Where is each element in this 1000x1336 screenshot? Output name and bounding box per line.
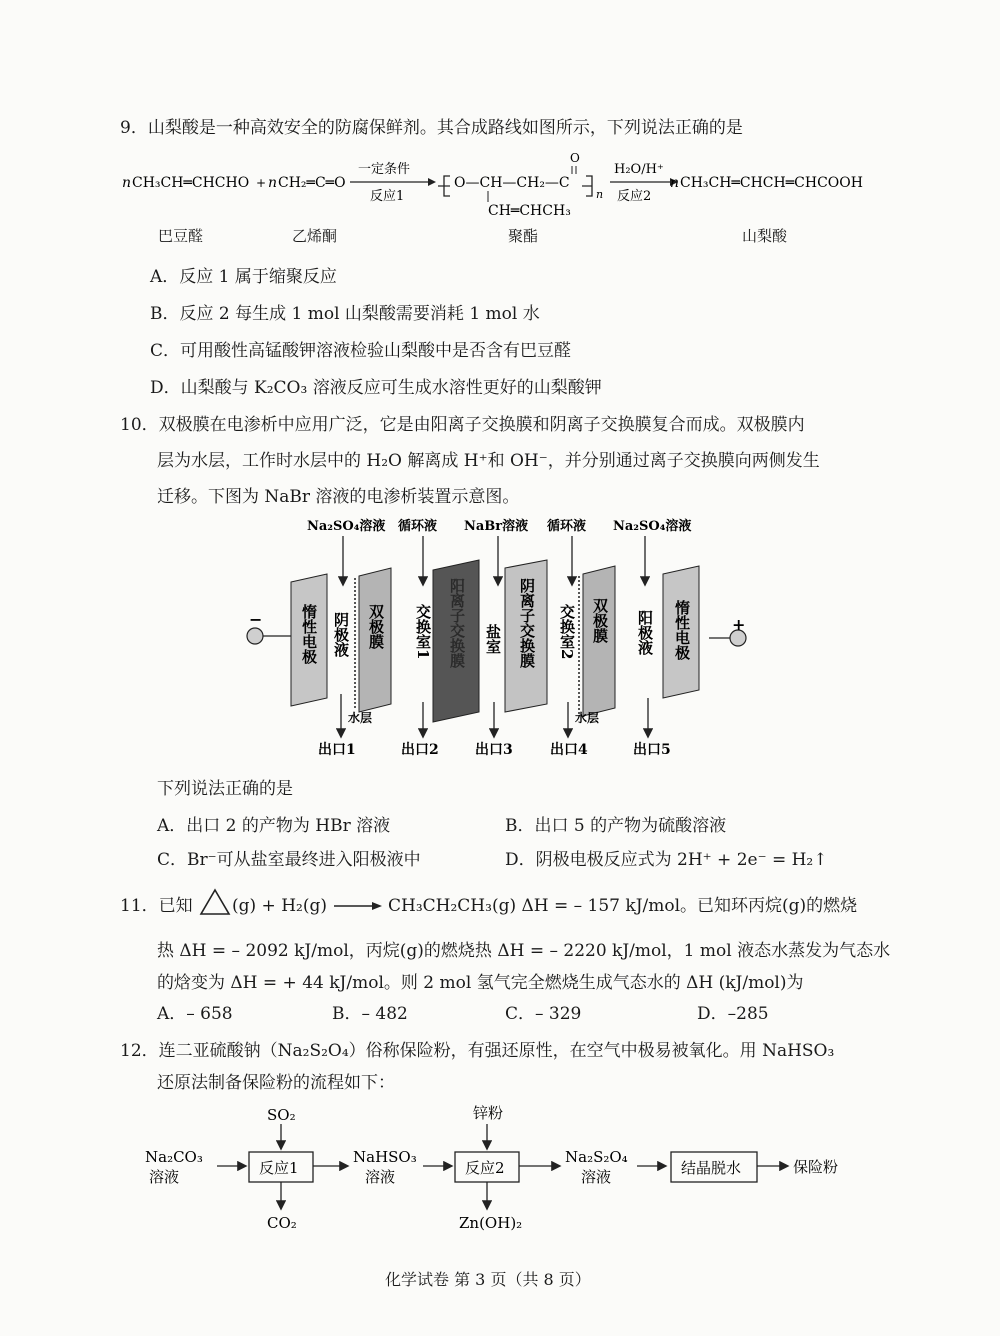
q12-end: 保险粉 <box>793 1158 839 1176</box>
q12-input-so2: SO₂ <box>267 1106 296 1124</box>
q11-option-a: A．– 658 <box>157 1004 233 1024</box>
q10-option-b: B．出口 5 的产物为硫酸溶液 <box>505 816 727 836</box>
q10-prompt: 下列说法正确的是 <box>157 779 293 799</box>
cathode-terminal-icon <box>247 628 263 644</box>
q10-stem-line2: 层为水层，工作时水层中的 H₂O 解离成 H⁺和 OH⁻，并分别通过离子交换膜向两侧发生 <box>157 451 820 471</box>
q11-eq-product: CH₃CH₂CH₃(g) ΔH = – 157 kJ/mol。已知环丙烷(g)的燃烧 <box>388 896 858 916</box>
q10-input-na2so4-left: Na₂SO₄溶液 <box>307 519 386 534</box>
q12-stem-line2: 还原法制备保险粉的流程如下： <box>157 1073 395 1093</box>
q10-outlet-2: 出口2 <box>401 742 439 758</box>
q9-name-crotonaldehyde: 巴豆醛 <box>158 227 204 245</box>
q10-plus-sign: + <box>732 615 746 634</box>
q10-outlet-3: 出口3 <box>475 742 513 758</box>
q10-water-layer-right: 水层 <box>575 711 600 725</box>
q9-cond1-bottom: 反应1 <box>370 189 405 204</box>
q9-cond1-top: 一定条件 <box>358 162 411 177</box>
q9-reactant2-coef: n <box>268 175 278 191</box>
q9-stem: 9．山梨酸是一种高效安全的防腐保鲜剂。其合成路线如图所示，下列说法正确的是 <box>120 118 743 138</box>
q9-polymer-n: n <box>596 188 604 201</box>
q10-label-bipolar-right: 双极膜 <box>591 598 609 643</box>
q12-start-bottom: 溶液 <box>149 1168 180 1186</box>
q9-polymer-branch: CH═CHCH₃ <box>488 203 571 219</box>
q12-mid-top: NaHSO₃ <box>353 1148 417 1166</box>
q10-option-a: A．出口 2 的产物为 HBr 溶液 <box>157 816 391 836</box>
q10-label-exchange2: 交换室2 <box>558 604 576 660</box>
q9-option-c: C．可用酸性高锰酸钾溶液检验山梨酸中是否含有巴豆醛 <box>150 341 572 361</box>
q11-option-d: D．–285 <box>697 1004 769 1024</box>
q12-stem-line1: 12．连二亚硫酸钠（Na₂S₂O₄）俗称保险粉，有强还原性，在空气中极易被氧化。用 NaHSO₃ <box>120 1041 835 1061</box>
q10-minus-sign: − <box>249 610 263 629</box>
q10-label-right-electrode: 惰性电极 <box>673 600 691 660</box>
q12-box1-label: 反应1 <box>259 1159 299 1177</box>
page-footer: 化学试卷 第 3 页（共 8 页） <box>385 1270 591 1289</box>
q9-option-b: B．反应 2 每生成 1 mol 山梨酸需要消耗 1 mol 水 <box>150 304 540 324</box>
q12-output-znoh2: Zn(OH)₂ <box>459 1214 523 1232</box>
q11-line3: 的焓变为 ΔH = + 44 kJ/mol。则 2 mol 氢气完全燃烧生成气态水的 ΔH (kJ/mol)为 <box>157 973 804 993</box>
q10-input-nabr: NaBr溶液 <box>464 519 529 534</box>
q9-name-sorbic-acid: 山梨酸 <box>742 227 788 245</box>
q10-label-anolyte: 阳极液 <box>636 610 654 655</box>
cyclopropane-triangle-icon <box>198 887 232 917</box>
q12-input-zinc: 锌粉 <box>473 1104 504 1122</box>
q10-electrodialysis-diagram <box>235 512 775 760</box>
q10-stem-line1: 10．双极膜在电渗析中应用广泛，它是由阳离子交换膜和阴离子交换膜复合而成。双极膜内 <box>120 415 805 435</box>
q10-label-anion-membrane: 阴离子交换膜 <box>518 578 536 668</box>
q12-mid2-top: Na₂S₂O₄ <box>565 1148 628 1166</box>
q11-reaction-arrow-icon <box>332 896 384 916</box>
q9-reactant2: CH₂═C═O <box>278 175 346 191</box>
q10-stem-line3: 迁移。下图为 NaBr 溶液的电渗析装置示意图。 <box>157 487 520 507</box>
q10-input-na2so4-right: Na₂SO₄溶液 <box>613 519 692 534</box>
q10-option-c: C．Br⁻可从盐室最终进入阳极液中 <box>157 850 421 870</box>
q11-option-c: C．– 329 <box>505 1004 582 1024</box>
q10-input-circ2: 循环液 <box>547 519 587 534</box>
q10-label-exchange1: 交换室1 <box>414 604 432 660</box>
q12-process-flow <box>135 1096 875 1236</box>
q9-cond2-top: H₂O/H⁺ <box>614 162 664 177</box>
q10-label-bipolar-left: 双极膜 <box>367 604 385 649</box>
q9-name-ketene: 乙烯酮 <box>292 227 338 245</box>
q9-name-polyester: 聚酯 <box>508 227 539 245</box>
q10-outlet-5: 出口5 <box>633 742 671 758</box>
q11-num: 11．已知 <box>120 896 193 916</box>
q10-label-left-electrode: 惰性电极 <box>300 604 318 664</box>
q9-reaction-scheme <box>110 148 890 228</box>
q9-reactant1: CH₃CH═CHCHO <box>132 175 250 191</box>
q9-polymer-main: O—CH—CH₂—C <box>454 175 570 191</box>
q10-input-circ1: 循环液 <box>398 519 438 534</box>
q11-eq-reactants: (g) + H₂(g) <box>232 896 327 916</box>
q10-label-salt-room: 盐室 <box>484 624 502 654</box>
q11-option-b: B．– 482 <box>332 1004 408 1024</box>
q9-option-a: A．反应 1 属于缩聚反应 <box>150 267 337 287</box>
q10-water-layer-left: 水层 <box>348 711 373 725</box>
q10-outlet-4: 出口4 <box>550 742 588 758</box>
q11-line2: 热 ΔH = – 2092 kJ/mol，丙烷(g)的燃烧热 ΔH = – 2220 kJ/mol，1 mol 液态水蒸发为气态水 <box>157 941 891 961</box>
q9-plus: + <box>256 176 267 190</box>
q9-polymer-O: O <box>570 151 580 165</box>
q12-output-co2: CO₂ <box>267 1214 297 1232</box>
q9-option-d: D．山梨酸与 K₂CO₃ 溶液反应可生成水溶性更好的山梨酸钾 <box>150 378 602 398</box>
q12-box2-label: 反应2 <box>465 1159 505 1177</box>
q10-label-cation-membrane: 阳离子交换膜 <box>448 578 466 668</box>
q10-outlet-1: 出口1 <box>318 742 356 758</box>
q10-label-catholyte: 阴极液 <box>332 612 350 657</box>
q12-mid2-bottom: 溶液 <box>581 1168 612 1186</box>
q9-reactant1-coef: n <box>122 175 132 191</box>
q12-start-top: Na₂CO₃ <box>145 1148 203 1166</box>
q9-cond2-bottom: 反应2 <box>617 189 652 204</box>
q9-product: CH₃CH═CHCH═CHCOOH <box>680 175 863 191</box>
q10-option-d: D．阴极电极反应式为 2H⁺ + 2e⁻ = H₂↑ <box>505 850 828 870</box>
q12-box3-label: 结晶脱水 <box>681 1159 742 1177</box>
q9-product-coef: n <box>670 175 680 191</box>
q12-mid-bottom: 溶液 <box>365 1168 396 1186</box>
